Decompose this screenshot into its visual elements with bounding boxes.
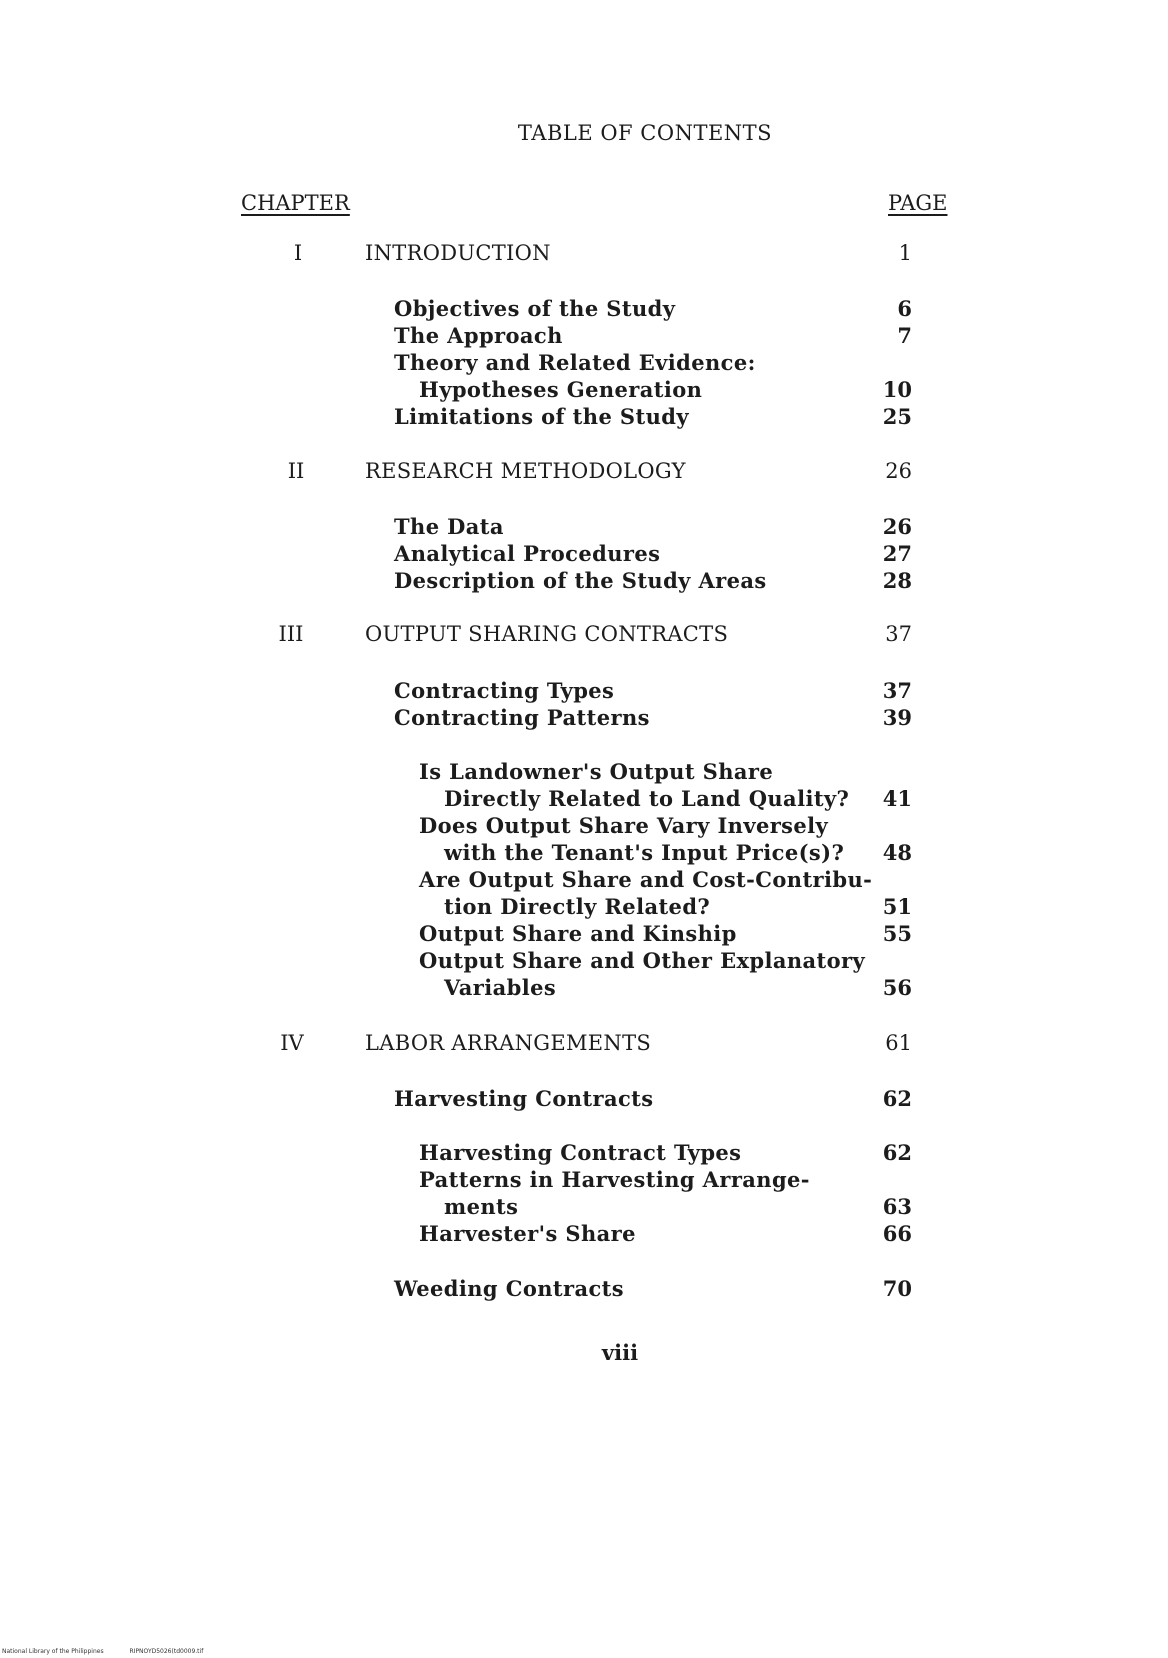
chapter-title: INTRODUCTION [365, 241, 551, 265]
toc-entry-page: 41 [882, 786, 912, 811]
toc-entry: Harvesting Contracts [394, 1086, 654, 1111]
scan-footer [2, 1648, 227, 1655]
chapter-numeral: II [287, 459, 305, 483]
toc-entry: Analytical Procedures [394, 541, 661, 566]
toc-entry-page: 63 [882, 1194, 912, 1219]
page-folio: viii [601, 1340, 639, 1365]
toc-entry: ments [444, 1194, 519, 1219]
toc-entry-page: 66 [882, 1221, 912, 1246]
toc-entry-page: 62 [882, 1140, 912, 1165]
toc-entry: The Data [394, 514, 504, 539]
page-column-header: PAGE [888, 191, 948, 215]
chapter-title: LABOR ARRANGEMENTS [365, 1031, 652, 1055]
toc-entry-page: 7 [897, 323, 912, 348]
page-title: TABLE OF CONTENTS [517, 121, 773, 145]
toc-entry-page: 10 [882, 377, 912, 402]
toc-entry-page: 55 [882, 921, 912, 946]
toc-entry-page: 28 [882, 568, 912, 593]
footer-library: National Library of the Philippines [2, 1648, 104, 1655]
toc-entry-page: 51 [882, 894, 912, 919]
chapter-page-number: 37 [885, 622, 912, 646]
toc-entry-page: 70 [882, 1276, 912, 1301]
toc-entry: The Approach [394, 323, 563, 348]
toc-entry-page: 39 [882, 705, 912, 730]
toc-entry: Hypotheses Generation [419, 377, 703, 402]
toc-entry-page: 26 [882, 514, 912, 539]
toc-entry: Patterns in Harvesting Arrange- [419, 1167, 810, 1192]
toc-entry: Theory and Related Evidence: [394, 350, 756, 375]
chapter-numeral: III [278, 622, 304, 646]
toc-entry-page: 56 [882, 975, 912, 1000]
chapter-numeral: IV [280, 1031, 304, 1055]
chapter-title: OUTPUT SHARING CONTRACTS [365, 622, 729, 646]
chapter-page-number: 1 [898, 241, 912, 265]
toc-entry: tion Directly Related? [444, 894, 711, 919]
toc-entry: Harvester's Share [419, 1221, 636, 1246]
toc-entry-page: 62 [882, 1086, 912, 1111]
toc-entry: Variables [444, 975, 557, 1000]
chapter-title: RESEARCH METHODOLOGY [365, 459, 686, 483]
toc-entry: Limitations of the Study [394, 404, 689, 429]
toc-entry: Directly Related to Land Quality? [444, 786, 850, 811]
chapter-page-number: 61 [885, 1031, 912, 1055]
toc-entry-page: 25 [882, 404, 912, 429]
toc-entry: Harvesting Contract Types [419, 1140, 742, 1165]
toc-entry: Is Landowner's Output Share [419, 759, 774, 784]
chapter-numeral: I [293, 241, 303, 265]
toc-entry: with the Tenant's Input Price(s)? [444, 840, 845, 865]
toc-entry: Description of the Study Areas [394, 568, 767, 593]
toc-entry: Weeding Contracts [394, 1276, 624, 1301]
toc-entry: Output Share and Kinship [419, 921, 737, 946]
footer-file: RIPNOYD5026(td0009.tif [129, 1648, 204, 1655]
chapter-page-number: 26 [885, 459, 912, 483]
toc-entry: Does Output Share Vary Inversely [419, 813, 829, 838]
toc-entry: Contracting Patterns [394, 705, 650, 730]
toc-entry: Are Output Share and Cost-Contribu- [419, 867, 873, 892]
toc-entry-page: 6 [897, 296, 912, 321]
toc-entry-page: 37 [882, 678, 912, 703]
chapter-column-header: CHAPTER [241, 191, 350, 215]
toc-entry: Objectives of the Study [394, 296, 676, 321]
toc-entry: Contracting Types [394, 678, 615, 703]
toc-entry-page: 48 [882, 840, 912, 865]
toc-entry: Output Share and Other Explanatory [419, 948, 866, 973]
toc-entry-page: 27 [882, 541, 912, 566]
